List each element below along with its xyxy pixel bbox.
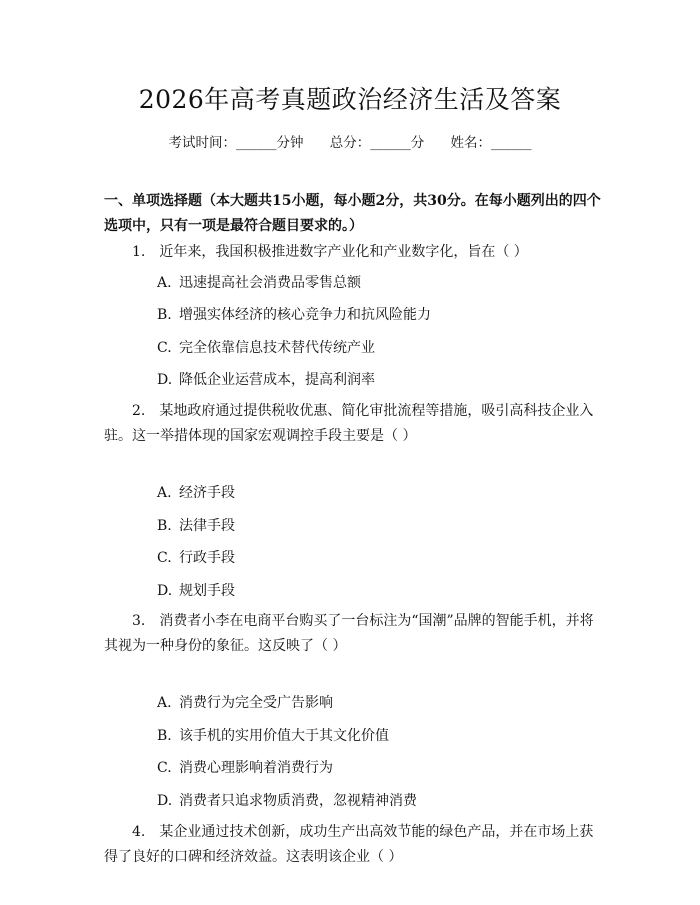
option-letter: B. (157, 728, 172, 744)
question-2-option-c (157, 548, 577, 568)
option-letter: D. (157, 583, 173, 599)
exam-time: 考试时间：______分钟 (168, 135, 304, 151)
option-text: 法律手段 (179, 518, 235, 534)
document-title: 2026年高考真题政治经济生活及答案 (138, 85, 562, 114)
question-2-stem: 2. 某地政府通过提供税收优惠、简化审批流程等措施，吸引高科技企业入驻。这一举措体现的国家宏观调控手段主要是（ ） (104, 403, 594, 444)
question-3-option-d (157, 791, 577, 811)
question-3-option-c (157, 758, 577, 778)
option-letter: D. (157, 793, 173, 809)
option-text: 增强实体经济的核心竞争力和抗风险能力 (179, 307, 431, 323)
option-text: 消费行为完全受广告影响 (179, 695, 333, 711)
option-letter: B. (157, 307, 172, 323)
option-text: 该手机的实用价值大于其文化价值 (179, 728, 389, 744)
question-2-option-a (157, 483, 577, 503)
total-score: 总分：______分 (329, 135, 425, 151)
option-letter: A. (157, 275, 172, 291)
option-text: 经济手段 (179, 485, 235, 501)
option-letter: C. (157, 550, 172, 566)
option-letter: A. (157, 695, 172, 711)
option-letter: C. (157, 760, 172, 776)
exam-info (0, 131, 700, 151)
question-1-stem: 1. 近年来，我国积极推进数字产业化和产业数字化，旨在（ ） (132, 244, 528, 260)
question-2-option-b (157, 516, 577, 536)
question-1-option-c (157, 338, 577, 358)
question-3-stem: 3. 消费者小李在电商平台购买了一台标注为“国潮”品牌的智能手机，并将其视为一种身份的象征。这反映了（ ） (104, 613, 594, 654)
option-text: 消费心理影响着消费行为 (179, 760, 333, 776)
option-letter: B. (157, 518, 172, 534)
option-text: 迅速提高社会消费品零售总额 (179, 275, 361, 291)
option-text: 消费者只追求物质消费，忽视精神消费 (179, 793, 417, 809)
option-text: 完全依靠信息技术替代传统产业 (179, 340, 375, 356)
question-1-option-b (157, 305, 577, 325)
option-letter: D. (157, 372, 173, 388)
option-letter: A. (157, 485, 172, 501)
option-text: 规划手段 (179, 583, 235, 599)
option-text: 降低企业运营成本，提高利润率 (179, 372, 375, 388)
question-1-option-a (157, 273, 577, 293)
student-name: 姓名：______ (450, 135, 532, 151)
option-text: 行政手段 (179, 550, 235, 566)
section-heading: 一、单项选择题（本大题共15小题，每小题2分，共30分。在每小题列出的四个选项中，只有一项是最符合题目要求的。） (104, 193, 601, 234)
question-3-option-b (157, 726, 577, 746)
question-1-option-d (157, 370, 577, 390)
question-2-option-d (157, 581, 577, 601)
question-3-option-a (157, 693, 577, 713)
option-letter: C. (157, 340, 172, 356)
question-4-stem: 4. 某企业通过技术创新，成功生产出高效节能的绿色产品，并在市场上获得了良好的口碑和经济效益。这表明该企业（ ） (104, 824, 594, 865)
